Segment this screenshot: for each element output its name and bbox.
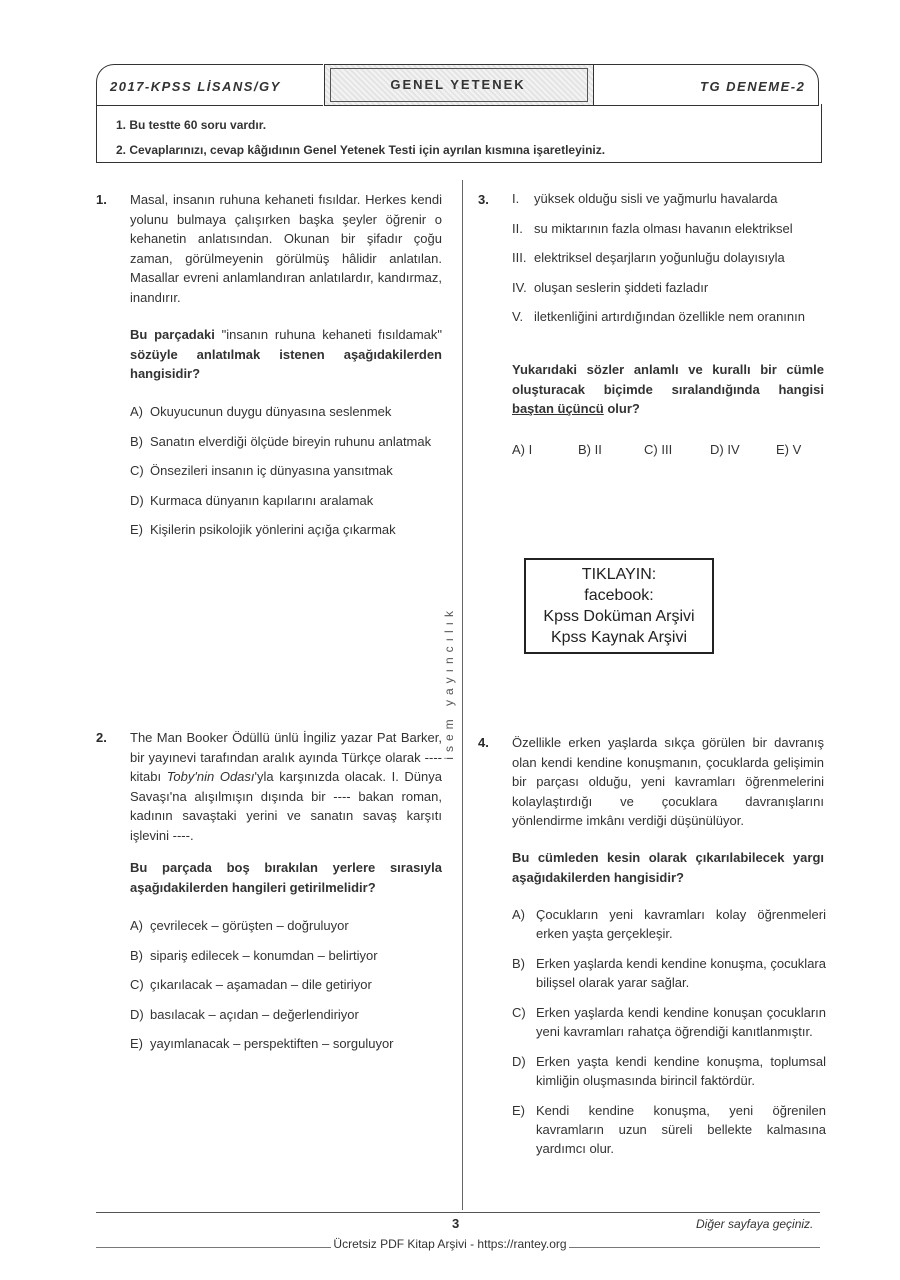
test-code: TG DENEME-2 [700,79,806,94]
item-text: iletkenliğini artırdığından özellikle nem oranının [534,309,805,324]
q4-passage: Özellikle erken yaşlarda sıkça görülen bir davranış olan kendi kendine konuşmanın, çocuklarda gelişimin bir parçası olduğu, yeni kavramları öğrenmelerini kolaylaştırdığı ve çocuklara davranışlarını yönlendirme imkânı verdiği düşünülüyor. [512,735,824,828]
q3-stem-a: Yukarıdaki sözler anlamlı ve kurallı bir cümle oluşturacak biçimde sıralandığında hangisi [512,362,824,397]
q3-items [512,189,824,326]
q1-number: 1. [96,192,107,207]
q2-option-a[interactable] [130,916,450,946]
item-roman: IV. [512,279,527,295]
q4-option-c[interactable] [512,1003,826,1041]
item-roman: I. [512,191,520,206]
option-text: basılacak – açıdan – değerlendiriyor [150,1006,359,1022]
q4-options [512,905,826,1158]
option-letter: B) [130,947,143,963]
q2-option-e[interactable] [130,1034,450,1064]
q2-option-b[interactable] [130,946,450,976]
option-text: yayımlanacak – perspektiften – sorguluyor [150,1036,394,1051]
option-text: sipariş edilecek – konumdan – belirtiyor [150,947,378,963]
option-text: Kurmaca dünyanın kapılarını aralamak [150,492,374,508]
page-number: 3 [452,1216,460,1231]
q2-passage-a: The Man Booker Ödüllü ünlü İngiliz yazar Pat Barker, bir yayınevi tarafından aralık ayında Türkçe olarak ---- kitabı [130,730,442,784]
footer-rule [96,1212,820,1213]
test-title: GENEL YETENEK [390,77,526,92]
q2-options [130,916,450,1064]
q1-stem-c: sözüyle anlatılmak istenen aşağıdakilerden hangisidir? [130,346,442,381]
q1-stem-b: "insanın ruhuna kehaneti fısıldamak" [214,327,442,342]
option-letter: A) [512,442,525,457]
q3-stem [512,360,824,419]
option-text: I [528,442,533,457]
item-text: oluşan seslerin şiddeti fazladır [534,279,709,295]
option-letter: D) [130,1006,144,1022]
option-text: IV [727,442,740,457]
option-letter: E) [512,1103,525,1118]
q3-option-a[interactable] [512,440,578,459]
option-letter: B) [512,956,525,971]
item-roman: II. [512,220,523,236]
q2-book-title: Toby'nin Odası [166,769,255,784]
promo-line-1: TIKLAYIN: [581,566,657,583]
q4-option-b[interactable] [512,954,826,992]
q4-option-a[interactable] [512,905,826,943]
option-letter: D) [710,442,724,457]
q1-stem [130,325,442,384]
item-text: yüksek olduğu sisli ve yağmurlu havalarda [534,191,778,206]
promo-line-4: Kpss Kaynak Arşivi [550,629,688,646]
q4-stem: Bu cümleden kesin olarak çıkarılabilecek yargı aşağıdakilerden hangisidir? [512,850,824,885]
q2-passage-c: 'yla karşınızda olacak. I. Dünya Savaşı'na alışılmışın dışında bir ---- bakan roman, kadının savaştaki yerini ve sanatın savaş karşıtı işlevini ----. [130,769,442,843]
q3-number: 3. [478,192,489,207]
item-roman: III. [512,250,527,265]
q2-passage [130,728,442,845]
q3-stem-c: olur? [603,401,640,416]
instruction-1: 1. Bu testte 60 soru vardır. [116,118,267,132]
promo-box[interactable] [524,558,714,654]
option-letter: A) [512,907,525,922]
option-text: V [792,442,802,457]
q2-option-d[interactable] [130,1005,450,1035]
option-letter: E) [130,1036,143,1051]
q1-option-d[interactable] [130,491,450,521]
option-text: Önsezileri insanın iç dünyasına yansıtmak [150,463,393,478]
option-text: Kişilerin psikolojik yönlerini açığa çıkarmak [150,522,396,537]
q3-item-3 [512,248,824,278]
option-text: Çocukların yeni kavramları kolay öğrenmeleri erken yaşta gerçekleşir. [536,907,826,941]
option-text: Sanatın elverdiği ölçüde bireyin ruhunu anlatmak [150,433,432,449]
q4-option-d[interactable] [512,1052,826,1090]
q2-stem: Bu parçada boş bırakılan yerlere sırasıyla aşağıdakilerden hangileri getirilmelidir? [130,860,442,895]
item-roman: V. [512,309,524,324]
option-letter: B) [130,433,143,449]
item-text: su miktarının fazla olması havanın elektriksel [534,220,793,236]
archive-link[interactable]: Ücretsiz PDF Kitap Arşivi - https://rantey.org [333,1237,567,1251]
q3-option-c[interactable] [644,440,710,459]
q1-options [130,402,450,550]
option-text: Kendi kendine konuşma, yeni öğrenilen kavramların uzun süreli bellekte kalmasına yardımcı olur. [536,1103,826,1156]
q3-item-4 [512,278,824,308]
q3-item-5 [512,307,824,326]
option-text: çıkarılacak – aşamadan – dile getiriyor [150,977,372,992]
instruction-2: 2. Cevaplarınızı, cevap kâğıdının Genel Yetenek Testi için ayrılan kısmına işaretleyiniz. [116,143,606,157]
option-letter: C) [512,1005,526,1020]
promo-line-3: Kpss Doküman Arşivi [543,608,695,625]
next-page-note: Diğer sayfaya geçiniz. [696,1217,814,1231]
option-letter: C) [644,442,658,457]
q1-option-b[interactable] [130,432,450,462]
publisher-side-text [442,600,482,790]
q3-item-2 [512,219,824,249]
q1-passage: Masal, insanın ruhuna kehaneti fısıldar. Herkes kendi yolunu bulmaya çalışırken başka şeyler öğrenir o kehanetin anlatısından. Okunan bir şifadır çoğu zaman, görülmeyenin görülmüş hâlidir anlatılan. Masallar evreni anlamlandıran anlatılardır, kandırmaz, inandırır. [130,192,442,305]
option-letter: A) [130,404,143,419]
q4-option-e[interactable] [512,1101,826,1158]
exam-name: 2017-KPSS LİSANS/GY [110,79,281,94]
option-text: Erken yaşta kendi kendine konuşma, toplumsal kimliğin oluşmasında birincil faktördür. [536,1054,826,1088]
option-letter: D) [130,492,144,508]
option-letter: C) [130,463,144,478]
q3-stem-underlined: baştan üçüncü [512,401,604,416]
option-letter: B) [578,442,591,457]
q4-number: 4. [478,735,489,750]
option-letter: C) [130,977,144,992]
option-text: çevrilecek – görüşten – doğruluyor [150,918,349,933]
q3-option-d[interactable] [710,440,776,459]
option-text: II [594,442,602,457]
option-text: Erken yaşlarda kendi kendine konuşma, çocuklara bilişsel olarak yarar sağlar. [536,956,826,990]
q1-option-e[interactable] [130,520,450,550]
option-text: Okuyucunun duygu dünyasına seslenmek [150,404,392,419]
q3-options [512,440,832,459]
option-text: III [661,442,673,457]
option-letter: A) [130,918,143,933]
publisher-side-label: isem yayıncılık [442,600,456,766]
q1-option-c[interactable] [130,461,450,491]
item-text: elektriksel deşarjların yoğunluğu dolayısıyla [534,250,785,265]
q3-option-e[interactable] [776,440,832,459]
option-letter: E) [130,522,143,537]
promo-line-2: facebook: [584,587,654,604]
q1-stem-a: Bu parçadaki [130,327,215,342]
q2-option-c[interactable] [130,975,450,1005]
option-letter: D) [512,1054,526,1069]
q1-option-a[interactable] [130,402,450,432]
q2-number: 2. [96,730,107,745]
option-text: Erken yaşlarda kendi kendine konuşan çocukların yeni kavramları rahatça öğrendiği kanıtlanmıştır. [536,1005,826,1039]
archive-link-row [0,1237,900,1251]
q3-item-1 [512,189,824,219]
option-letter: E) [776,442,789,457]
q3-option-b[interactable] [578,440,644,459]
